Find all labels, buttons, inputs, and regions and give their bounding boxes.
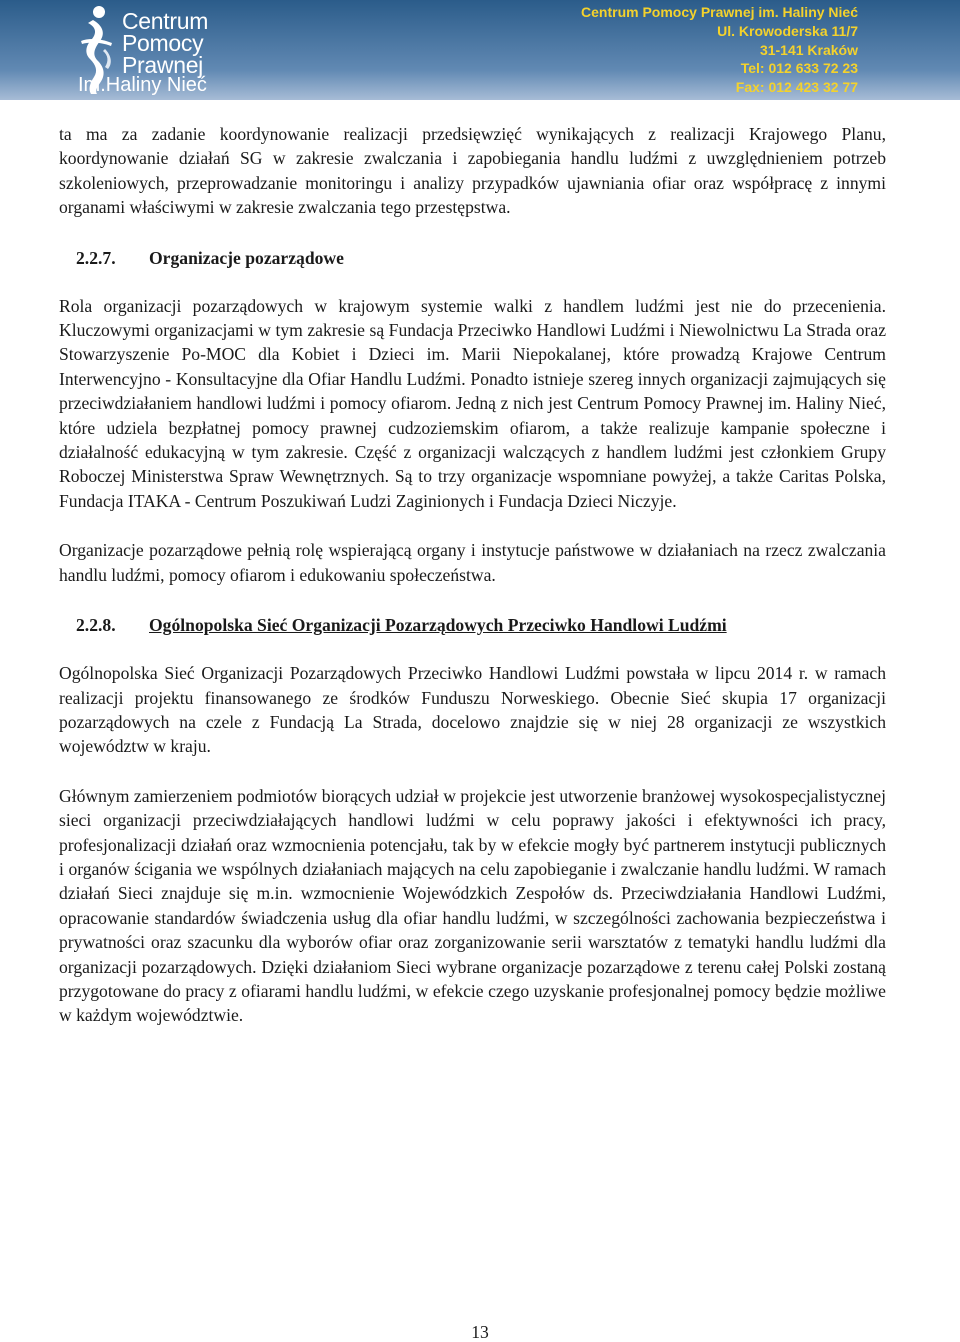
intro-paragraph: ta ma za zadanie koordynowanie realizacji przedsięwzięć wynikających z realizacji Krajowego Planu, koordynowanie działań SG w zakresie zwalczania i zapobiegania handlu ludźmi z uwzględnieniem potrzeb szkoleniowych, przeprowadzanie monitoringu i analizy przypadków ujawniania ofiar oraz współpracę z innymi organami właściwymi w zakresie zwalczania tego przestępstwa. [59, 124, 886, 218]
section-heading [59, 246, 886, 270]
logo-name: Im.Haliny Nieć [78, 74, 207, 96]
body-paragraph: Głównym zamierzeniem podmiotów biorących udział w projekcie jest utworzenie branżowej wysokospecjalistycznej sieci organizacji przeciwdziałających handlowi ludźmi w celu poprawy jakości i efektywności ich pracy, profesjonalizacji działań oraz wzmocnienia potencjału, tak by w efekcie mogły być partnerem instytucji publicznych i organów ścigania we wspólnych działaniach mających na celu zapobieganie i zwalczanie handlu ludźmi. W ramach działań Sieci znajduje się m.in. wzmocnienie Wojewódzkich Zespołów ds. Przeciwdziałania Handlowi Ludźmi, opracowanie standardów świadczenia usług dla ofiar handlu ludźmi, w szczególności zachowania bezpieczeństwa i prywatności oraz szacunku dla wyborów ofiar oraz zorganizowanie serii warsztatów z tematyki handlu ludźmi dla organizacji pozarządowych. Dzięki działaniom Sieci wybrane organizacje pozarządowe z terenu całej Polski zostaną przygotowane do pracy z ofiarami handlu ludźmi, w efekcie czego uzyskanie profesjonalnej pomocy będzie możliwe w każdym województwie. [59, 785, 886, 1026]
contact-phone: Tel: 012 633 72 23 [740, 60, 858, 77]
contact-fax: Fax: 012 423 32 77 [735, 79, 858, 96]
body-paragraph: Organizacje pozarządowe pełnią rolę wspierającą organy i instytucje państwowe w działaniach na rzecz zwalczania handlu ludźmi, pomocy ofiarom i edukowaniu społeczeństwa. [59, 540, 886, 585]
section-heading [59, 613, 886, 637]
contact-city: 31-141 Kraków [759, 41, 858, 58]
section-title: Organizacje pozarządowe [149, 247, 344, 268]
contact-organization: Centrum Pomocy Prawnej im. Haliny Nieć [581, 4, 858, 20]
logo [78, 3, 238, 95]
section-title: Ogólnopolska Sieć Organizacji Pozarządowych Przeciwko Handlowi Ludźmi [149, 615, 727, 636]
body-paragraph: Ogólnopolska Sieć Organizacji Pozarządowych Przeciwko Handlowi Ludźmi powstała w lipcu 2014 r. w ramach realizacji projektu finansowanego ze środków Funduszu Norweskiego. Obecnie Sieć skupia 17 organizacji pozarządowych na czele z Fundacją La Strada, docelowo znajdzie się w niej 28 organizacji ze wszystkich województw w kraju. [59, 663, 886, 757]
page-header [0, 0, 960, 100]
contact-info [581, 3, 858, 97]
body-paragraph: Rola organizacji pozarządowych w krajowym systemie walki z handlem ludźmi jest nie do przecenienia. Kluczowymi organizacjami w tym zakresie są Fundacja Przeciwko Handlowi Ludźmi i Niewolnictwu La Strada oraz Stowarzyszenie Po-MOC dla Kobiet i Dzieci im. Marii Niepokalanej, które prowadzą Krajowe Centrum Interwencyjno - Konsultacyjne dla Ofiar Handlu Ludźmi. Ponadto istnieje szereg innych organizacji zajmujących się przeciwdziałaniem handlowi ludźmi i pomocy ofiarom. Jedną z nich jest Centrum Pomocy Prawnej im. Haliny Nieć, które udziela bezpłatnej pomocy prawnej cudzoziemskim ofiarom, a także realizuje kampanie społeczne i działalność edukacyjną w tym zakresie. Część z organizacji walczących z handlem ludźmi jest członkiem Grupy Roboczej Ministerstwa Spraw Wewnętrznych. Są to trzy organizacje wspomniane powyżej, a także Caritas Polska, Fundacja ITAKA - Centrum Poszukiwań Ludzi Zaginionych i Fundacja Dzieci Niczyje. [59, 295, 886, 511]
logo-text-line: Prawnej [122, 52, 203, 78]
document-body [59, 122, 886, 1028]
contact-street: Ul. Krowoderska 11/7 [717, 22, 858, 39]
logo-text-line: Pomocy [122, 30, 204, 56]
logo-text-line: Centrum [122, 8, 209, 34]
section-number: 2.2.8. [76, 615, 116, 636]
page-number: 13 [471, 1322, 489, 1342]
section-number: 2.2.7. [76, 247, 116, 268]
